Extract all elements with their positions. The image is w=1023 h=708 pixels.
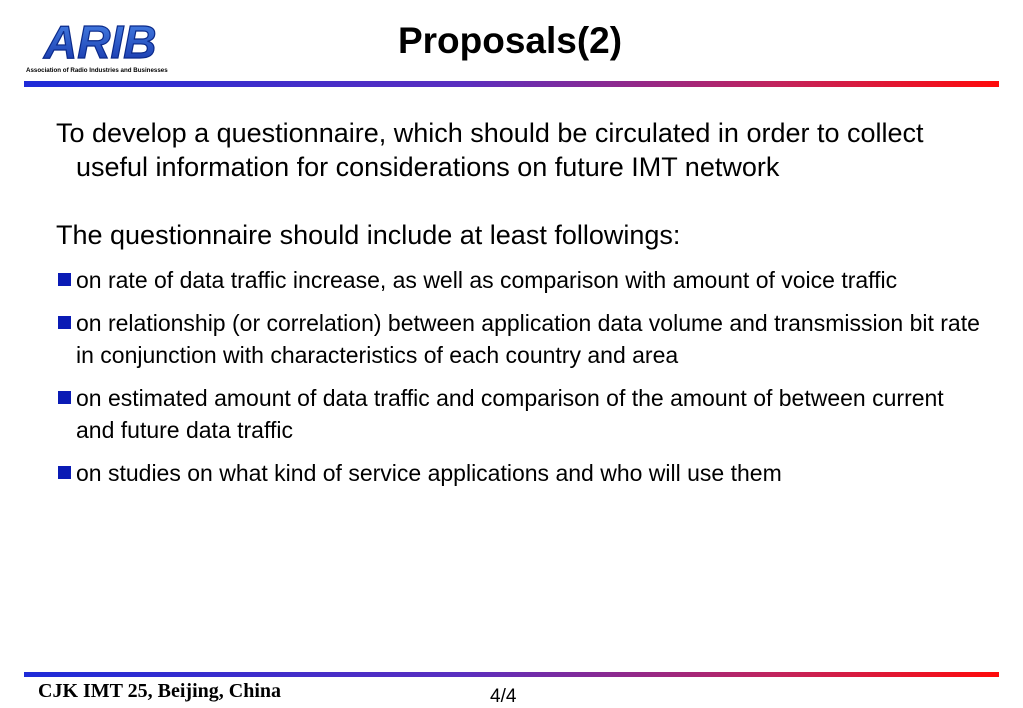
footer-meeting-label: CJK IMT 25, Beijing, China	[38, 680, 281, 702]
square-bullet-icon	[58, 316, 71, 329]
bullet-list	[56, 264, 986, 489]
intro-paragraph: To develop a questionnaire, which should be circulated in order to collect useful information for considerations on future IMT network	[56, 118, 924, 182]
square-bullet-icon	[58, 466, 71, 479]
arib-logo	[24, 12, 184, 76]
top-divider	[24, 81, 999, 87]
slide-content	[56, 116, 986, 500]
bullet-text: on relationship (or correlation) between application data volume and transmission bit rate in conjunction with characteristics of each country and area	[76, 310, 980, 368]
bullet-text: on rate of data traffic increase, as well as comparison with amount of voice traffic	[76, 267, 898, 293]
list-item	[56, 457, 986, 489]
list-item	[56, 382, 986, 446]
bottom-divider	[24, 672, 999, 677]
square-bullet-icon	[58, 391, 71, 404]
bullet-text: on estimated amount of data traffic and comparison of the amount of between current and future data traffic	[76, 385, 944, 443]
page-number: 4/4	[490, 686, 517, 707]
questionnaire-paragraph: The questionnaire should include at least followings:	[56, 220, 681, 250]
arib-logo-graphic	[24, 12, 184, 76]
bullet-text: on studies on what kind of service applications and who will use them	[76, 460, 782, 486]
logo-subtitle: Association of Radio Industries and Businesses	[26, 67, 168, 74]
list-item	[56, 307, 986, 371]
logo-text: ARIB	[44, 16, 157, 68]
square-bullet-icon	[58, 273, 71, 286]
list-item	[56, 264, 986, 296]
slide-title: Proposals(2)	[397, 20, 623, 61]
